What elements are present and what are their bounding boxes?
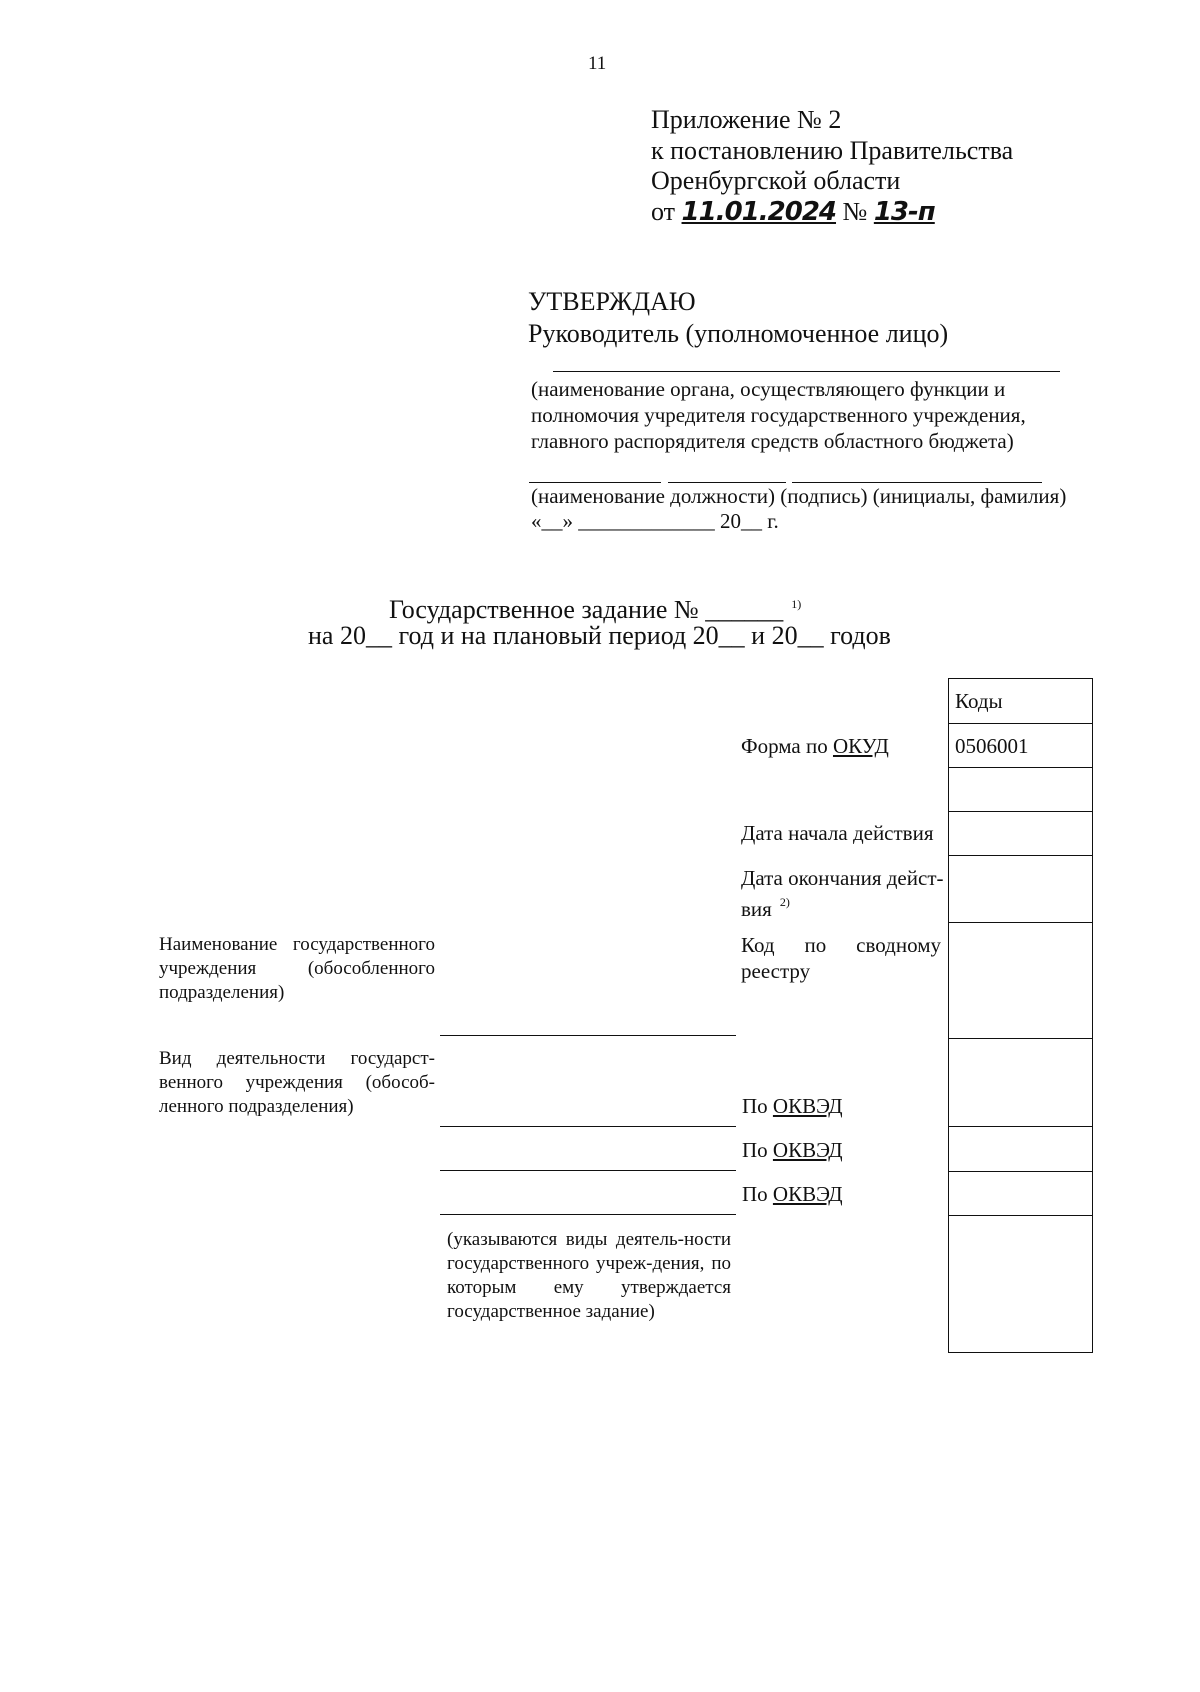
activity-blank-line-1 <box>440 1126 736 1127</box>
organ-note-2: полномочия учредителя государственного учреждения, <box>531 403 1026 427</box>
empty-code-cell <box>949 768 1092 812</box>
okved-cell-1 <box>949 1039 1092 1127</box>
task-title-line-2: на 20__ год и на плановый период 20__ и 20__ годов <box>308 621 891 650</box>
task-title-line-1: Государственное задание № ______ $^{1)}$ <box>389 595 802 624</box>
okved-link-3: ОКВЭД <box>772 1182 843 1206</box>
end-date-cell <box>949 856 1092 923</box>
activity-blank-line-3 <box>440 1214 736 1215</box>
institution-label: Наименование государственного учреждения (обособленного подразделения) <box>159 934 435 1003</box>
footnote-1: 1) <box>791 597 802 611</box>
okved-link-1: ОКВЭД <box>772 1094 843 1118</box>
okud-link: ОКУД <box>832 734 889 758</box>
okved-label-2: По ОКВЭД <box>742 1138 843 1162</box>
footnote-2: 2) <box>779 895 790 909</box>
registry-code-cell <box>949 923 1092 1039</box>
appendix-line-2: к постановлению Правительства <box>651 136 1014 165</box>
page-number: 11 <box>588 53 607 74</box>
approve-head: Руководитель (уполномоченное лицо) <box>528 319 949 348</box>
registry-label: Код по сводному реестру <box>741 933 941 983</box>
organ-note-3: главного распорядителя средств областного бюджета) <box>531 429 1014 453</box>
approve-date-line: «__» _____________ 20__ г. <box>531 509 779 533</box>
handwritten-date: 11.01.2024 <box>681 197 837 227</box>
start-date-label: Дата начала действия <box>741 821 934 845</box>
organ-blank-line <box>553 371 1060 372</box>
end-date-label-2: вия $^{2)}$ <box>741 895 790 921</box>
okved-cell-3 <box>949 1172 1092 1216</box>
appendix-line-1: Приложение № 2 <box>651 105 842 134</box>
activity-blank-line-2 <box>440 1170 736 1171</box>
okud-code-cell <box>949 724 1092 768</box>
sign-note: (наименование должности) (подпись) (инициалы, фамилия) <box>531 484 1067 508</box>
codes-header-cell <box>949 679 1092 724</box>
codes-header: Коды <box>955 689 1003 713</box>
handwritten-number: 13-п <box>873 197 935 227</box>
codes-table <box>948 678 1093 1353</box>
approve-title: УТВЕРЖДАЮ <box>528 287 696 316</box>
organ-note-1: (наименование органа, осуществляющего функции и <box>531 377 1006 401</box>
end-date-label-1: Дата окончания дейст- <box>741 866 944 890</box>
okved-cell-2 <box>949 1127 1092 1172</box>
activity-note: (указываются виды деятель-ности государственного учреж-дения, по которым ему утверждается государственное задание) <box>447 1229 731 1322</box>
appendix-line-3: Оренбургской области <box>651 166 901 195</box>
appendix-date-line <box>651 196 965 228</box>
from-label: от <box>651 197 676 226</box>
okud-label: Форма по ОКУД <box>741 734 889 758</box>
okved-label-3: По ОКВЭД <box>742 1182 843 1206</box>
institution-blank-line <box>440 1035 736 1036</box>
activity-label: Вид деятельности государст-венного учреждения (обособ-ленного подразделения) <box>159 1048 435 1117</box>
okved-label-1: По ОКВЭД <box>742 1094 843 1118</box>
number-label: № <box>842 197 868 226</box>
okved-link-2: ОКВЭД <box>772 1138 843 1162</box>
start-date-cell <box>949 812 1092 856</box>
okud-code: 0506001 <box>955 734 1029 758</box>
